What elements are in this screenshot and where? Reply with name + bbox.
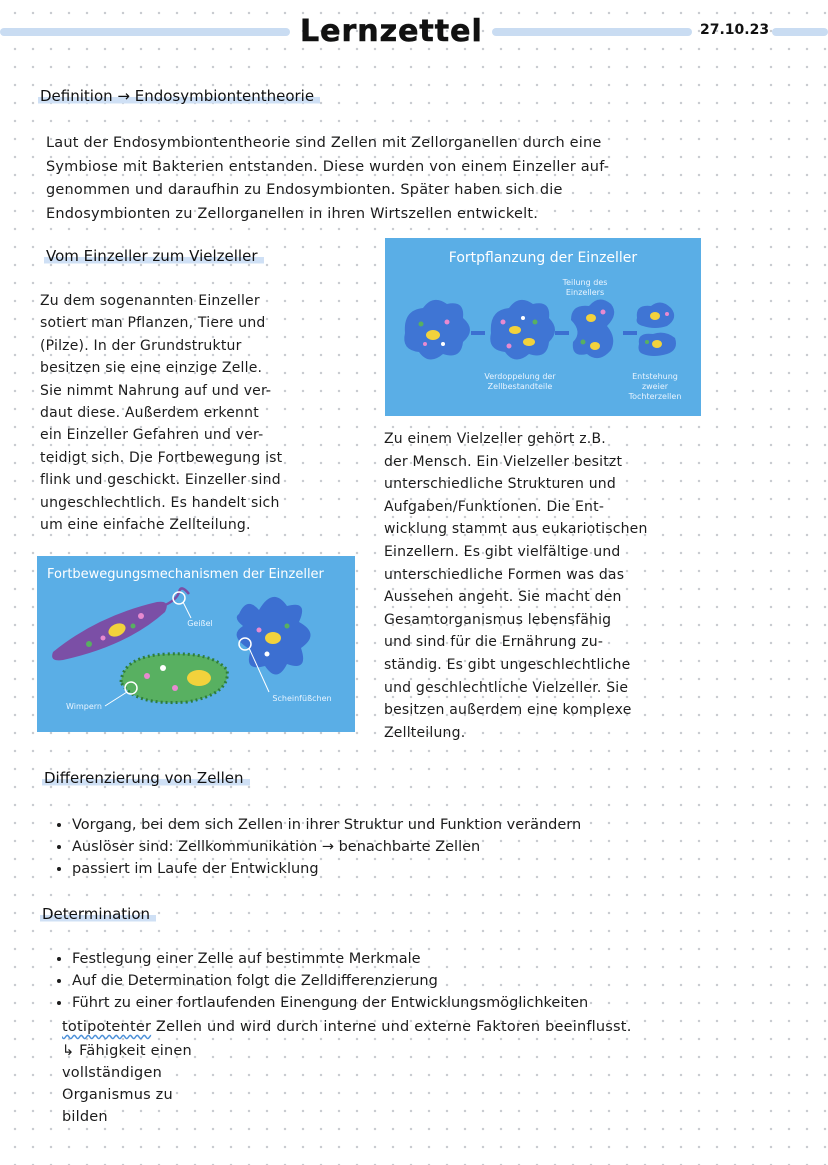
header-band-left [0, 28, 290, 36]
label-geissel: Geißel [187, 619, 213, 628]
text-line: Symbiose mit Bakterien entstanden. Diese wurden von einem Einzeller auf- [46, 158, 610, 175]
text-line: daut diese. Außerdem erkennt [40, 405, 259, 422]
label-entstehung: Entstehung zweier Tochterzellen [628, 372, 682, 401]
text-line: genommen und daraufhin zu Endosymbionten. Später haben sich die [46, 182, 563, 198]
text-line: Zellteilung. [384, 724, 466, 741]
fortpflanzung-title: Fortpflanzung der Einzeller [448, 250, 638, 266]
page-title: Lernzettel [300, 14, 483, 49]
text-line: Endosymbionten zu Zellorganellen in ihren Wirtszellen entwickelt. [46, 205, 539, 222]
text-line: Gesamtorganismus lebensfähig [384, 611, 612, 628]
text-line: Zu einem Vielzeller gehört z.B. [384, 431, 606, 447]
einzeller-heading: Vom Einzeller zum Vielzeller [44, 246, 264, 265]
header-band-right [772, 28, 828, 36]
list-item: • Auf die Determination folgt die Zelldifferenzierung [72, 970, 800, 992]
text-line: sotiert man Pflanzen, Tiere und [40, 315, 266, 332]
text-line: und geschlechtliche Vielzeller. Sie [384, 679, 629, 696]
text-line: und sind für die Ernährung zu- [384, 634, 604, 651]
text-line: der Mensch. Ein Vielzeller besitzt [384, 453, 623, 470]
note-line: bilden [62, 1109, 108, 1125]
differenzierung-heading: Differenzierung von Zellen [42, 768, 250, 787]
continuation-text: Zellen und wird durch interne und externe Faktoren beeinflusst. [151, 1019, 632, 1035]
label-wimpern: Wimpern [66, 702, 102, 711]
fortbewegung-figure [37, 556, 355, 732]
note-line: ↳ Fähigkeit einen [62, 1043, 192, 1059]
fortpflanzung-figure [385, 238, 701, 416]
label-scheinfuesschen: Scheinfüßchen [272, 694, 332, 703]
text-line: unterschiedliche Strukturen und [384, 476, 616, 493]
header-band-middle [492, 28, 692, 36]
determination-continuation [62, 1016, 792, 1038]
cell-2-icon [490, 300, 555, 360]
text-line: Laut der Endosymbiontentheorie sind Zellen mit Zellorganellen durch eine [46, 135, 602, 151]
list-item: • Führt zu einer fortlaufenden Einengung der Entwicklungsmöglichkeiten [72, 992, 800, 1014]
vielzeller-paragraph [384, 428, 724, 744]
definition-paragraph [46, 132, 766, 226]
differenzierung-list [50, 814, 790, 880]
ciliate-icon [105, 654, 227, 706]
arrow-icon [471, 331, 485, 335]
note-line: vollständigen [62, 1065, 162, 1081]
fortbewegung-title: Fortbewegungsmechanismen der Einzeller [47, 567, 324, 582]
list-item: • Festlegung einer Zelle auf bestimmte Merkmale [72, 948, 800, 970]
cell-3-icon [571, 299, 614, 358]
text-line: Einzellern. Es gibt vielfältige und [384, 543, 621, 560]
determination-heading: Determination [40, 904, 156, 923]
text-line: wicklung stammt aus eukariotischen [384, 521, 648, 538]
definition-heading: Definition → Endosymbiontentheorie [38, 86, 320, 105]
text-line: unterschiedliche Formen was das [384, 566, 625, 583]
text-line: Aussehen angeht. Sie macht den [384, 589, 622, 606]
text-line: (Pilze). In der Grundstruktur [40, 337, 242, 354]
text-line: flink und geschickt. Einzeller sind [40, 472, 281, 489]
text-line: besitzen sie eine einzige Zelle. [40, 360, 263, 377]
determination-list [50, 948, 800, 1014]
text-line: besitzen außerdem eine komplexe [384, 702, 632, 719]
list-item: • passiert im Laufe der Entwicklung [72, 858, 790, 880]
label-teilung: Teilung des Einzellers [562, 278, 608, 297]
text-line: Aufgaben/Funktionen. Die Ent- [384, 498, 605, 515]
text-line: ständig. Es gibt ungeschlechtliche [384, 656, 631, 673]
cell-1-icon [404, 300, 470, 360]
determination-note [62, 1040, 262, 1128]
text-line: Sie nimmt Nahrung auf und ver- [40, 382, 272, 399]
page-date: 27.10.23 [700, 22, 770, 38]
text-line: ein Einzeller Gefahren und ver- [40, 427, 264, 444]
arrow-icon [555, 331, 569, 335]
flagellate-icon [52, 588, 191, 660]
text-line: um eine einfache Zellteilung. [40, 517, 251, 534]
label-verdoppelung: Verdoppelung der Zellbestandteile [484, 372, 556, 391]
cell-4-icon [637, 302, 676, 356]
highlighted-term: totipotenter [62, 1019, 152, 1035]
list-item: • Auslöser sind: Zellkommunikation → benachbarte Zellen [72, 836, 790, 858]
arrow-icon [623, 331, 637, 335]
note-line: Organismus zu [62, 1087, 173, 1103]
text-line: ungeschlechtlich. Es handelt sich [40, 494, 280, 511]
einzeller-paragraph [40, 290, 370, 536]
list-item: • Vorgang, bei dem sich Zellen in ihrer Struktur und Funktion verändern [72, 814, 790, 836]
text-line: teidigt sich. Die Fortbewegung ist [40, 449, 283, 466]
text-line: Zu dem sogenannten Einzeller [40, 293, 260, 309]
amoeba-icon [237, 597, 311, 692]
